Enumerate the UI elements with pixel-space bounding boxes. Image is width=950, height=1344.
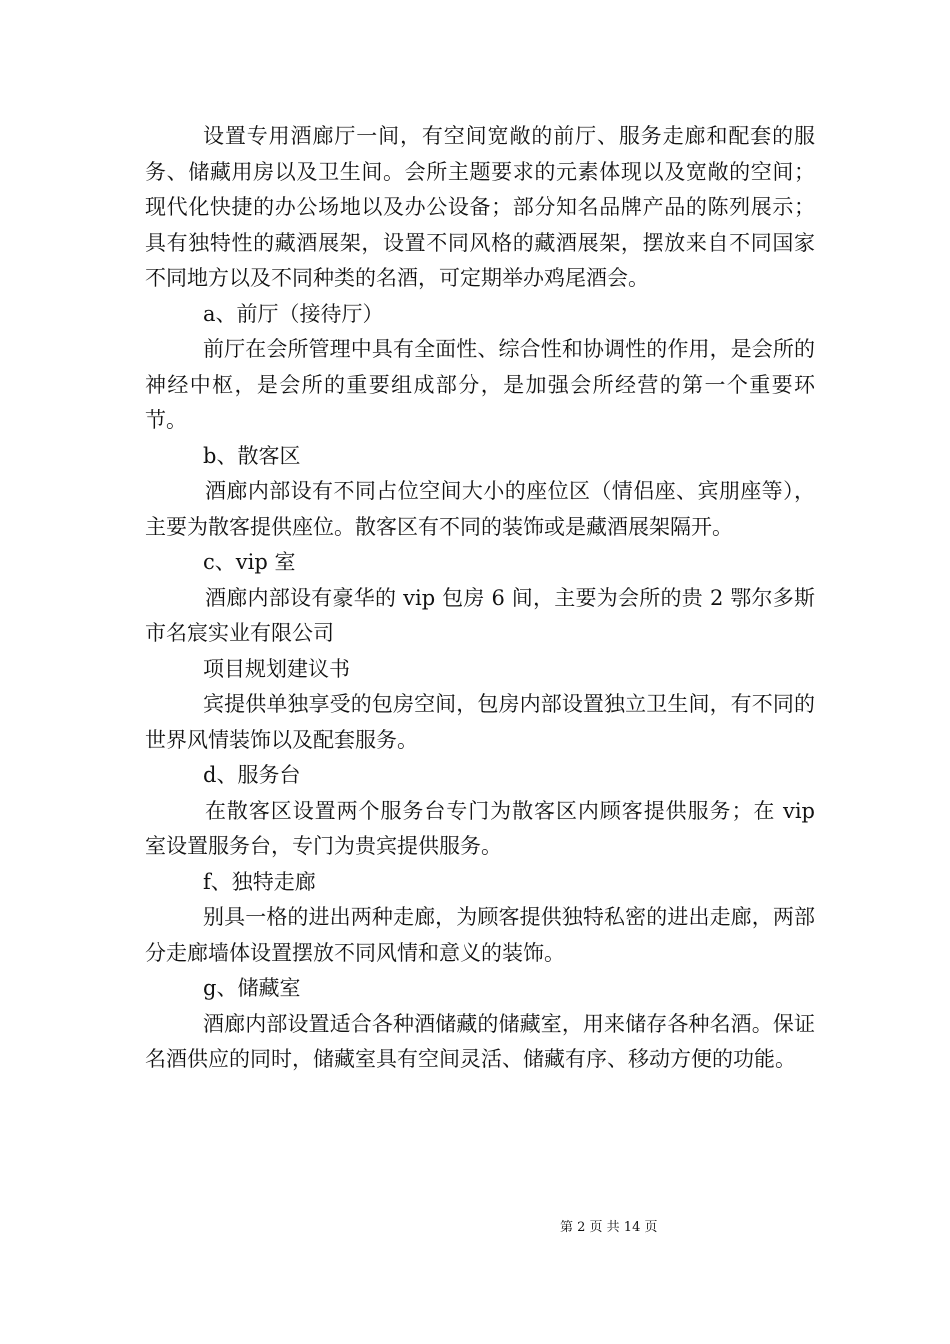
storage-paragraph: 酒廊内部设置适合各种酒储藏的储藏室，用来储存各种名酒。保证名酒供应的同时，储藏室具有空间灵活、储藏有序、移动方便的功能。 [145,1011,815,1071]
service-desk-paragraph: 在散客区设置两个服务台专门为散客区内顾客提供服务；在 vip 室设置服务台，专门为贵宾提供服务。 [145,798,815,858]
vip-room-paragraph: 酒廊内部设有豪华的 vip 包房 6 间，主要为会所的贵 2 鄂尔多斯市名宸实业有限公司 [145,585,815,645]
guest-area-paragraph: 酒廊内部设有不同占位空间大小的座位区（情侣座、宾朋座等），主要为散客提供座位。散客区有不同的装饰或是藏酒展架隔开。 [145,479,815,539]
section-heading-front-hall: a、前厅（接待厅） [203,301,384,326]
front-hall-paragraph: 前厅在会所管理中具有全面性、综合性和协调性的作用，是会所的神经中枢，是会所的重要组成部分，是加强会所经营的第一个重要环节。 [145,337,815,432]
section-heading-vip-room: c、vip 室 [203,550,296,574]
intro-paragraph: 设置专用酒廊厅一间，有空间宽敞的前厅、服务走廊和配套的服务、储藏用房以及卫生间。会所主题要求的元素体现以及宽敞的空间；现代化快捷的办公场地以及办公设备；部分知名品牌产品的陈列展示；具有独特性的藏酒展架，设置不同风格的藏酒展架，摆放来自不同国家不同地方以及不同种类的名酒，可定期举办鸡尾酒会。 [145,124,815,290]
project-title-line: 项目规划建议书 [203,656,350,681]
page-number-footer: 第 2 页 共 14 页 [560,1220,658,1235]
section-heading-corridor: f、独特走廊 [203,869,316,894]
section-heading-storage: g、储藏室 [203,976,301,1000]
corridor-paragraph: 别具一格的进出两种走廊，为顾客提供独特私密的进出走廊，两部分走廊墙体设置摆放不同风情和意义的装饰。 [145,905,815,965]
section-heading-service-desk: d、服务台 [203,763,301,787]
vip-room-continued-paragraph: 宾提供单独享受的包房空间，包房内部设置独立卫生间，有不同的世界风情装饰以及配套服务。 [145,692,815,752]
document-body [145,119,815,1078]
section-heading-guest-area: b、散客区 [203,443,301,468]
